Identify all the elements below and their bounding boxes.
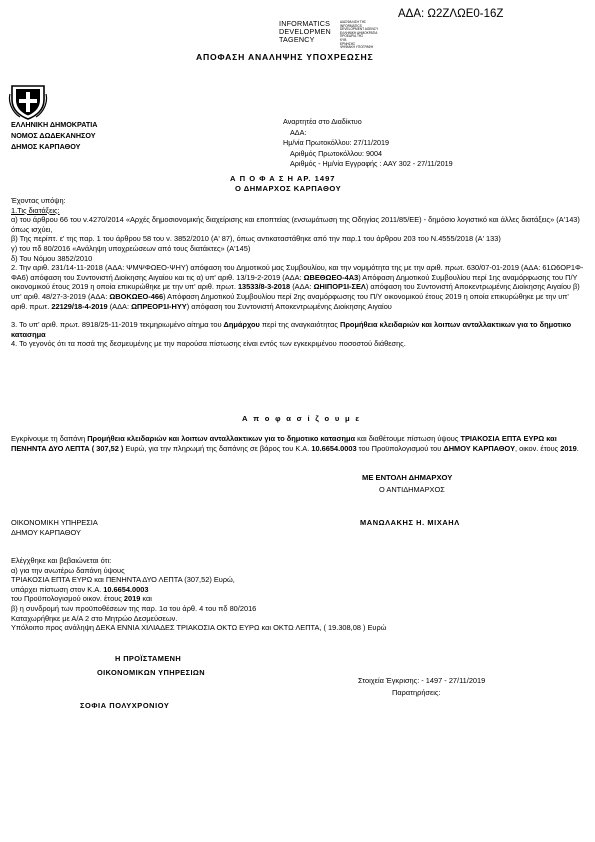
- text-span: περί της αναγκαιότητας: [259, 320, 341, 330]
- verification-registry: Καταχωρήθηκε με Α/Α 2 στο Μητρώο Δεσμεύσεων.: [11, 613, 178, 623]
- country: ΕΛΛΗΝΙΚΗ ΔΗΜΟΚΡΑΤΙΑ: [11, 120, 98, 129]
- verification-budget: [11, 594, 586, 604]
- signature-detail: ΔΙΑΣΦΑΛΙΣΗ ΤΗΣ: [340, 20, 367, 24]
- paragraph-3: [11, 320, 586, 339]
- fiscal-year: 2019: [560, 443, 577, 453]
- verification-intro: Ελέγχθηκε και βεβαιώνεται ότι:: [11, 556, 112, 565]
- verification-remaining: Υπόλοιπο προς ανάληψη ΔΕΚΑ ΕΝΝΙΑ ΧΙΛΙΑΔΕΣ ΤΡΙΑΚΟΣΙΑ ΟΚΤΩ ΕΥΡΩ και ΟΚΤΩ ΛΕΠΤΑ, ( 19.308,08 ) Ευρώ: [11, 623, 387, 633]
- considering-heading: Έχοντας υπόψη:: [11, 196, 66, 205]
- decision-heading: Α π ο φ α σ ί ζ ο υ μ ε: [242, 414, 361, 423]
- protocol-number: Αριθμός Πρωτοκόλλου: 9004: [290, 148, 382, 158]
- signature-detail: ΚΥΒ: [340, 37, 347, 42]
- signature-line-3: TAGENCY: [279, 35, 315, 44]
- text-span: του Προϋπολογισμού του: [356, 443, 444, 453]
- paragraph-4: 4. Το γεγονός ότι τα ποσά της δεσμευμένης με την παρούσα πίστωσης είναι εντός των εγκεκριμένου ποσοστού διάθεσης.: [11, 339, 406, 349]
- signature-detail: ΨΗΦΙΑΚΗ ΥΠΟΓΡΑΦΗ: [340, 45, 374, 50]
- ada-code: ΩΠΡΕΟΡ1Ι-ΗΥΥ: [131, 301, 187, 311]
- verification-b: β) η συνδρομή των προϋποθέσεων της παρ. 1α του άρθ. 4 του πδ 80/2016: [11, 603, 257, 613]
- head-name: ΣΟΦΙΑ ΠΟΛΥΧΡΟΝΙΟΥ: [80, 701, 170, 710]
- head-department: ΟΙΚΟΝΟΜΙΚΩΝ ΥΠΗΡΕΣΙΩΝ: [97, 668, 205, 677]
- ada-label: ΑΔΑ:: [290, 127, 307, 137]
- deputy-mayor-name: ΜΑΝΩΛΑΚΗΣ Η. ΜΙΧΑΗΛ: [360, 518, 460, 527]
- finance-service-name: ΟΙΚΟΝΟΜΙΚΗ ΥΠΗΡΕΣΙΑ: [11, 518, 98, 527]
- provision-a: α) του άρθρου 66 του ν.4270/2014 «Αρχές δημοσιονομικής διαχείρισης και εποπτείας (ενσωμάτωση της Οδηγίας 2011/85/ΕΕ) - δημόσιο λογιστικό και άλλες διατάξεις» (Α'143) όπως ισχύει,: [11, 215, 580, 234]
- digital-signature-block: [279, 20, 331, 44]
- text-span: 3. Το υπ' αριθ. πρωτ. 8918/25-11-2019 τεκμηριωμένο αίτημα του: [11, 320, 224, 330]
- text-span: και: [140, 594, 152, 604]
- ada-stamp: ΑΔΑ: Ω2ΖΛΩΕ0-16Ζ: [398, 8, 504, 20]
- document-title: ΑΠΟΦΑΣΗ ΑΝΑΛΗΨΗΣ ΥΠΟΧΡΕΩΣΗΣ: [196, 52, 374, 62]
- municipality-ref: ΔΗΜΟΥ ΚΑΡΠΑΘΟΥ: [443, 443, 516, 453]
- protocol-ref: 22129/18-4-2019: [51, 301, 108, 311]
- signature-detail: DEVELOPMENT AGENCY: [340, 27, 379, 32]
- considerations-section: [11, 196, 586, 349]
- budget-code: 10.6654.0003: [103, 584, 149, 594]
- text-span: ) απόφαση του Συντονιστή Αποκεντρωμένης Διοίκησης Αιγαίου β) υπ' αριθ. 48/27-3-2019 (ΑΔΑ:: [11, 282, 580, 301]
- protocol-ref: 13533/8-3-2018: [237, 282, 291, 292]
- protocol-date: Ημ/νία Πρωτοκόλλου: 27/11/2019: [283, 138, 389, 148]
- approval-text: [11, 434, 586, 453]
- finance-service: [11, 518, 98, 537]
- entry-number: Αριθμός - Ημ/νία Εγγραφής : ΑΑΥ 302 - 27/11/2019: [290, 159, 453, 169]
- signature-detail: ΕΡΝΗΣΗΣ: [340, 41, 356, 46]
- provision-b: β) Της περίπτ. ε' της παρ. 1 του άρθρου 58 του ν. 3852/2010 (Α' 87), όπως αντικαταστάθηκε από την παρ.1 του άρθρου 203 του Ν.4555/2018 (Α' 133): [11, 234, 501, 244]
- verification-credit: [11, 585, 586, 595]
- subject: Προμήθεια κλειδαριών και λοιπων ανταλλακτικων για το δημοτικο κατασημα: [11, 320, 572, 339]
- text-span: Ευρώ, για την πληρωμή της δαπάνης σε βάρος του Κ.Α.: [123, 443, 312, 453]
- text-span: ) Απόφαση Δημοτικού Συμβουλίου περί 1ης αναμόρφωσης του Π/Υ οικονομικού έτους 2019 η οποία επικυρώθηκε με την υπ' αριθ. πρωτ.: [11, 272, 578, 292]
- municipality: ΔΗΜΟΣ ΚΑΡΠΑΘΟΥ: [11, 142, 81, 151]
- budget-code: 10.6654.0003: [311, 443, 357, 453]
- verification-section: [11, 556, 586, 633]
- finance-service-municipality: ΔΗΜΟΥ ΚΑΡΠΑΘΟΥ: [11, 527, 81, 537]
- text-span: ) Απόφαση Δημοτικού Συμβουλίου περί 2ης αναμόρφωσης του Π/Υ οικονομικού έτους 2019 η οποία επικυρώθηκε με την υπ' αριθ. πρωτ.: [11, 291, 569, 311]
- ada-code: ΩΗΙΠΟΡ1Ι-ΣΕΛ: [313, 282, 366, 292]
- signature-line-2: DEVELOPMEN: [279, 27, 331, 36]
- text-span: .: [576, 443, 579, 453]
- text-span: ) απόφαση του Συντονιστή Αποκεντρωμένης Διοίκησης Αιγαίου: [186, 301, 392, 311]
- greek-coat-of-arms-icon: [8, 80, 48, 120]
- head-title: Η ΠΡΟΪΣΤΑΜΕΝΗ: [115, 654, 182, 663]
- subject: Προμήθεια κλειδαριών και λοιπων ανταλλακτικων για το δημοτικο κατασημα: [87, 434, 356, 443]
- approval-details: Στοιχεία Έγκρισης: - 1497 - 27/11/2019: [358, 676, 486, 685]
- digital-signature-details: [340, 21, 378, 50]
- verification-amount: ΤΡΙΑΚΟΣΙΑ ΕΠΤΑ ΕΥΡΩ και ΠΕΝΗΝΤΑ ΔΥΟ ΛΕΠΤΑ (307,52) Ευρώ,: [11, 575, 235, 585]
- signature-line-1: INFORMATICS: [279, 19, 331, 28]
- deputy-mayor-title: Ο ΑΝΤΙΔΗΜΑΡΧΟΣ: [379, 485, 445, 494]
- paragraph-2: [11, 263, 586, 311]
- text-span: (ΑΔΑ:: [290, 282, 314, 292]
- signature-detail: ΠΡΟΕΔΡΙΑ ΤΗΣ: [340, 34, 364, 39]
- issuer-title: Ο ΔΗΜΑΡΧΟΣ ΚΑΡΠΑΘΟΥ: [235, 184, 342, 193]
- fiscal-year: 2019: [123, 594, 141, 604]
- mayor-ref: Δημάρχου: [223, 320, 260, 330]
- text-span: υπάρχει πίστωση στον Κ.Α.: [11, 584, 104, 594]
- remarks-label: Παρατηρήσεις:: [392, 688, 441, 697]
- text-span: του Προϋπολογισμού οικον. έτους: [11, 594, 124, 604]
- decision-number: Α Π Ο Φ Α Σ Η ΑΡ. 1497: [230, 174, 336, 183]
- verification-a: α) για την ανωτέρω δαπάνη ύψους: [11, 565, 125, 575]
- text-span: 2. Την αριθ. 231/14-11-2018 (ΑΔΑ: ΨΜΨΦΩΕΟ-ΨΗΥ) απόφαση του Δημοτικού μας Συμβουλίου, και την νομιμότητα της με την αριθ. πρωτ. 630/07-01-2019 (ΑΔΑ: 61Ω6ΟΡ1Φ-ΦΑ6) απόφαση του Συντονιστή Διοίκησης Αιγαίου και τις α) υπ' αριθ. 13/19-2-2019 (ΑΔΑ:: [11, 263, 584, 282]
- text-span: Εγκρίνουμε τη δαπάνη: [11, 434, 88, 443]
- provisions-heading: 1.Τις διατάξεις:: [11, 205, 60, 215]
- text-span: , οικον. έτους: [515, 443, 561, 453]
- amount: ΤΡΙΑΚΟΣΙΑ ΕΠΤΑ ΕΥΡΩ και ΠΕΝΗΝΤΑ ΔΥΟ ΛΕΠΤΑ ( 307,52 ): [11, 434, 557, 453]
- issuer-header: [11, 119, 97, 152]
- text-span: και διαθέτουμε πίστωση ύψους: [355, 434, 461, 443]
- protocol-info: [283, 117, 453, 170]
- approval-paragraph: [11, 434, 586, 453]
- signature-detail: ΕΛΛΗΝΙΚΗ ΔΗΜΟΚΡΑΤΙΑ: [340, 30, 378, 35]
- provision-d: δ) Του Νόμου 3852/2010: [11, 253, 93, 263]
- ada-code: ΩΒΕΘΩΕΟ-4Α3: [303, 272, 359, 282]
- text-span: (ΑΔΑ:: [107, 301, 132, 311]
- signature-detail: INFORMATICS: [340, 23, 362, 28]
- by-order-of-mayor: ΜΕ ΕΝΤΟΛΗ ΔΗΜΑΡΧΟΥ: [362, 473, 453, 482]
- prefecture: ΝΟΜΟΣ ΔΩΔΕΚΑΝΗΣΟΥ: [11, 131, 96, 140]
- posting-note: Αναρτητέα στο Διαδίκτυο: [283, 117, 362, 126]
- ada-code: ΩΒΟΚΩΕΟ-466: [109, 291, 164, 301]
- provision-c: γ) του πδ 80/2016 «Ανάληψη υποχρεώσεων από τους διατάκτες» (Α'145): [11, 243, 251, 253]
